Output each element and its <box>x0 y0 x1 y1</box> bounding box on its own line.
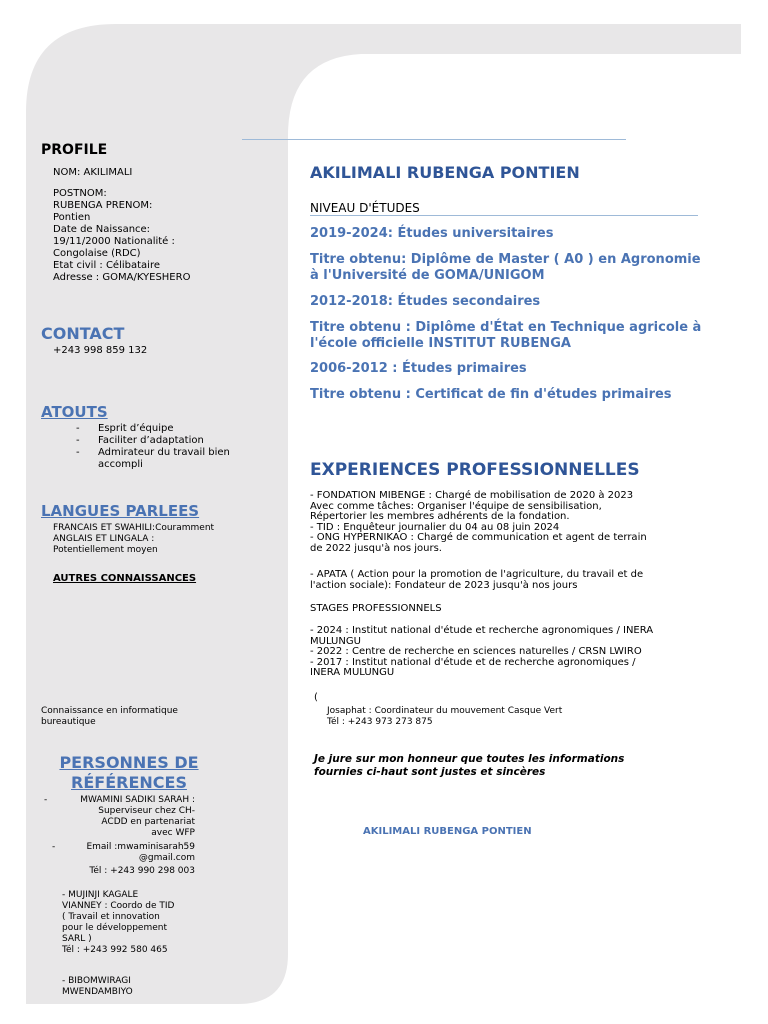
autres-heading: AUTRES CONNAISSANCES <box>53 573 197 584</box>
edu-period-university: 2019-2024: Études universitaires <box>310 226 554 241</box>
profile-heading: PROFILE <box>41 142 108 158</box>
niveau-underline <box>310 215 698 216</box>
paren-mark: ( <box>314 692 318 703</box>
stages-text: - 2024 : Institut national d'étude et recherche agronomiques / INERA MULUNGU - 2022 : Centre de recherche en sciences naturelles / CRSN LWIRO - 2017 : Institut national d'étude et de recherche agronomiques / INERA MULUNGU <box>310 625 654 678</box>
ref2-text: - MUJINJI KAGALE VIANNEY : Coordo de TID ( Travail et innovation pour le développement SARL ) Tél : +243 992 580 465 <box>62 890 175 955</box>
contact-phone: +243 998 859 132 <box>53 345 148 356</box>
ref1-name: MWAMINI SADIKI SARAH : Superviseur chez CH- ACDD en partenariat avec WFP <box>80 795 195 838</box>
niveau-heading: NIVEAU D'ÉTUDES <box>310 201 420 215</box>
candidate-name: AKILIMALI RUBENGA PONTIEN <box>310 163 580 182</box>
autres-text: Connaissance en informatique bureautique <box>41 706 178 727</box>
top-divider <box>242 139 626 140</box>
atout-item: - Admirateur du travail bien accompli <box>72 447 232 471</box>
ref1-email-dash: - <box>52 842 56 852</box>
experience-text-2: - APATA ( Action pour la promotion de l'agriculture, du travail et de l'action sociale): Fondateur de 2023 jusqu'à nos jours <box>310 569 644 591</box>
langues-heading: LANGUES PARLEES <box>41 502 200 520</box>
stages-heading: STAGES PROFESSIONNELS <box>310 603 442 614</box>
reference-josaphat: Josaphat : Coordinateur du mouvement Casque Vert Tél : +243 973 273 875 <box>327 706 563 727</box>
ref1-email: Email :mwaminisarah59 @gmail.com <box>86 842 195 863</box>
contact-heading: CONTACT <box>41 324 125 343</box>
atout-item: - Faciliter d’adaptation <box>72 435 232 447</box>
ref3-text: - BIBOMWIRAGI MWENDAMBIYO <box>62 976 133 997</box>
edu-period-secondary: 2012-2018: Études secondaires <box>310 294 541 309</box>
experience-text-1: - FONDATION MIBENGE : Chargé de mobilisation de 2020 à 2023 Avec comme tâches: Organiser l'équipe de sensibilisation, Répertorier les membres adhérents de la fondation. - TID : Enquêteur journalier du 04 au 08 juin 2024 - ONG HYPERNIKAO : Chargé de communication et agent de terrain de 2022 jusqu'à nos jours. <box>310 490 647 554</box>
langues-text: FRANCAIS ET SWAHILI:Couramment ANGLAIS ET LINGALA : Potentiellement moyen <box>53 523 215 555</box>
edu-period-primary: 2006-2012 : Études primaires <box>310 361 527 376</box>
experience-heading: EXPERIENCES PROFESSIONNELLES <box>310 460 640 480</box>
ref1-dash: - <box>44 795 48 805</box>
profile-details: POSTNOM: RUBENGA PRENOM: Pontien Date de Naissance: 19/11/2000 Nationalité : Congolaise (RDC) Etat civil : Célibataire Adresse : GOMA/KYESHERO <box>53 188 191 283</box>
references-heading: PERSONNES DE RÉFÉRENCES <box>59 753 199 792</box>
atouts-heading: ATOUTS <box>41 403 108 421</box>
atout-item: - Esprit d’équipe <box>72 423 232 435</box>
atouts-list <box>72 423 232 471</box>
profile-nom: NOM: AKILIMALI <box>53 167 133 178</box>
oath-statement: Je jure sur mon honneur que toutes les informations fournies ci-haut sont justes et sincères <box>314 753 625 778</box>
edu-title-certificate: Titre obtenu : Certificat de fin d'études primaires <box>310 387 672 402</box>
edu-title-state: Titre obtenu : Diplôme d'État en Technique agricole à l'école officielle INSTITUT RUBENGA <box>310 320 702 351</box>
signature-name: AKILIMALI RUBENGA PONTIEN <box>363 826 532 837</box>
edu-title-master: Titre obtenu: Diplôme de Master ( A0 ) en Agronomie à l'Université de GOMA/UNIGOM <box>310 252 701 283</box>
ref1-tel: Tél : +243 990 298 003 <box>89 866 195 876</box>
